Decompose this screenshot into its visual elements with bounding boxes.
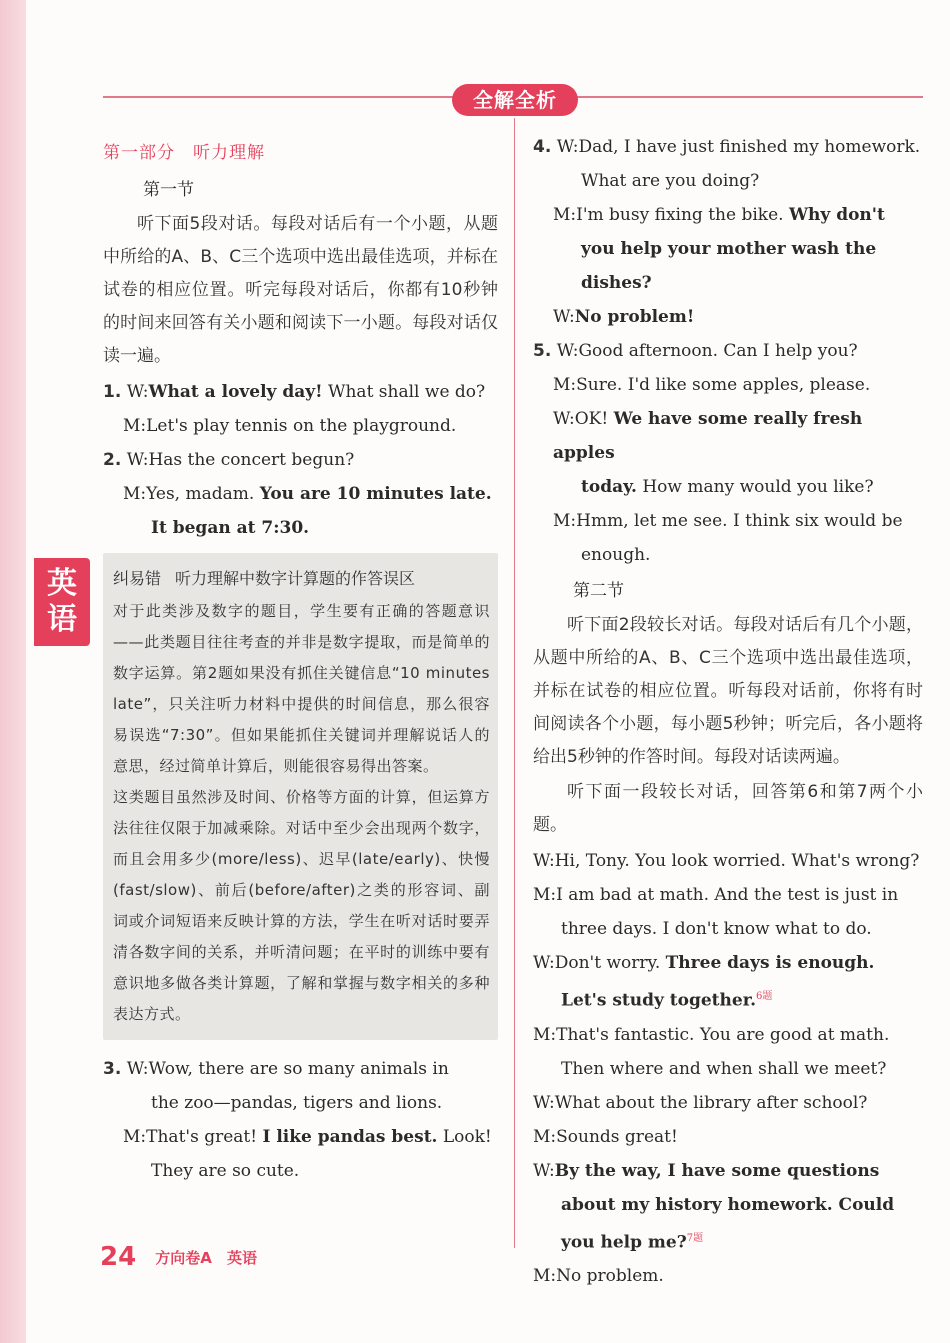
q5-m-text: Sure. I'd like some apples, please.: [576, 375, 871, 395]
q4-m-line: [533, 198, 923, 232]
q5-w2-rest: How many would you like?: [636, 477, 874, 497]
q2-w-line: [103, 443, 498, 477]
q3-w-text2: the zoo—pandas, tigers and lions.: [151, 1093, 443, 1113]
dialog-text: No problem.: [556, 1266, 664, 1287]
q1-m-label: M:: [123, 416, 147, 436]
dialog-speaker: M:: [533, 1266, 557, 1287]
q1-w-rest: What shall we do?: [322, 382, 486, 402]
subject-tab: [34, 558, 90, 646]
q3-m-label: M:: [123, 1127, 147, 1147]
q4-w2-line: [533, 300, 923, 334]
q5-m2-label: M:: [553, 511, 577, 531]
footer-label-2: 英语: [226, 1248, 257, 1267]
q5-w2-text: OK!: [574, 409, 614, 429]
q4-w2-label: W:: [553, 307, 575, 327]
q5-m2-text2: enough.: [581, 545, 651, 565]
dialog-speaker: M:: [533, 1126, 557, 1147]
q2-number: 2.: [103, 450, 122, 470]
q2-m-bold1: You are 10 minutes late.: [259, 484, 492, 504]
dialog-line: [533, 1154, 923, 1260]
q3-m-bold: I like pandas best.: [262, 1127, 438, 1147]
q1-w-bold: What a lovely day!: [148, 382, 323, 402]
q4-m-bold2: you help your mother wash the dishes?: [581, 239, 877, 293]
dialog-line: [533, 1018, 923, 1086]
q4-m-bold1: Why don't: [788, 205, 885, 225]
instructions-3: 听下面一段较长对话，回答第6和第7两个小题。: [533, 782, 923, 835]
dialog-line: [533, 1259, 923, 1293]
error-note-box: [103, 553, 498, 1040]
q2-m-text: Yes, madam.: [146, 484, 260, 504]
note-tag: 纠易错: [113, 569, 162, 588]
q3-m-text: That's great!: [146, 1127, 263, 1147]
q4-w-line2: [533, 164, 923, 198]
subject-tab-line1: 英: [47, 566, 77, 601]
q3-number: 3.: [103, 1059, 122, 1079]
instructions: 听下面5段对话。每段对话后有一个小题，从题中所给的A、B、C三个选项中选出最佳选项，并标在试卷的相应位置。听完每段对话后，你都有10秒钟的时间来回答有关小题和阅读下一小题。每段对话仅读一遍。: [103, 214, 498, 366]
q5-w2-label: W:: [553, 409, 575, 429]
long-dialog: [533, 844, 923, 1293]
q3-m-line: [103, 1120, 498, 1154]
dialog-text: By the way, I have some questions about my history homework. Could you help me?: [554, 1160, 895, 1253]
dialog-text: Hi, Tony. You look worried. What's wrong?: [554, 851, 920, 871]
question-marker: 6题: [756, 991, 773, 1002]
q5-m-label: M:: [553, 375, 577, 395]
q2-w-label: W:: [126, 450, 149, 470]
q5-m-line: [533, 368, 923, 402]
dialog-text: Sounds great!: [556, 1126, 678, 1147]
column-divider: [514, 118, 515, 1248]
q4-number: 4.: [533, 137, 552, 157]
q3-w-text1: Wow, there are so many animals in: [148, 1059, 449, 1079]
part-title-a: 第一部分: [103, 143, 175, 163]
q5-w2-line: [533, 402, 923, 470]
note-title: [113, 563, 490, 594]
q2-m-line2: [103, 511, 498, 545]
footer-label-1: 方向卷A: [155, 1248, 212, 1267]
q5-w2-line2: [533, 470, 923, 504]
dialog-speaker: W:: [533, 1160, 555, 1181]
dialog-text: Three days is enough. Let's study together.: [561, 953, 875, 1011]
q4-w-text2: What are you doing?: [581, 171, 760, 191]
q3-w-line: [103, 1052, 498, 1086]
q3-m-line2: [103, 1154, 498, 1188]
dialog-speaker: M:: [533, 1024, 557, 1045]
q3-m-text2: They are so cute.: [151, 1161, 300, 1181]
page-footer: [100, 1242, 267, 1282]
subject-tab-line2: 语: [47, 602, 77, 637]
q2-m-line: [103, 477, 498, 511]
part-title: [103, 138, 498, 163]
q4-w-line: [533, 130, 923, 164]
q5-w-text: Good afternoon. Can I help you?: [578, 341, 858, 361]
dialog-line: [533, 946, 923, 1018]
page-number: 24: [100, 1242, 137, 1272]
q3-w-line2: [103, 1086, 498, 1120]
dialog-speaker: W:: [533, 953, 555, 973]
instructions-2: 听下面2段较长对话。每段对话后有几个小题，从题中所给的A、B、C三个选项中选出最佳选项，并标在试卷的相应位置。听每段对话前，你将有时间阅读各个小题，每小题5秒钟；听完后，各小题将给出5秒钟的作答时间。每段对话读两遍。: [533, 615, 923, 767]
q2-m-bold2: It began at 7:30.: [151, 518, 310, 538]
q5-number: 5.: [533, 341, 552, 361]
q1-w-line: [103, 375, 498, 409]
q5-w2-bold2: today.: [581, 477, 637, 497]
q1-m-line: [103, 409, 498, 443]
dialog-speaker: W:: [533, 851, 555, 871]
q5-m2-line2: [533, 538, 923, 572]
header-badge: 全解全析: [452, 84, 578, 116]
note-paragraph-1: 对于此类涉及数字的题目，学生要有正确的答题意识——此类题目往往考查的并非是数字提取，而是简单的数字运算。第2题如果没有抓住关键信息“10 minutes late”，只关注听力材料中提供的时间信息，那么很容易误选“7:30”。但如果能抓住关键词并理解说话人的意思，经过简单计算后，则能很容易得出答案。: [113, 602, 490, 775]
q4-w2-bold: No problem!: [574, 307, 695, 327]
question-marker: 7题: [686, 1232, 704, 1244]
dialog-line: [533, 844, 923, 878]
q4-m-text: I'm busy fixing the bike.: [576, 205, 789, 225]
q4-m-label: M:: [553, 205, 577, 225]
dialog-line: [533, 878, 923, 946]
dialog-line: [533, 1086, 923, 1120]
part-title-b: 听力理解: [193, 143, 265, 163]
left-column: [103, 138, 498, 1188]
q3-m-rest: Look!: [437, 1127, 492, 1147]
q2-w-text: Has the concert begun?: [148, 450, 355, 470]
dialog-speaker: M:: [533, 885, 557, 905]
dialog-speaker: W:: [533, 1092, 555, 1113]
q5-w-line: [533, 334, 923, 368]
dialog-text: I am bad at math. And the test is just in three days. I don't know what to do.: [556, 885, 899, 939]
note-paragraph-2: 这类题目虽然涉及时间、价格等方面的计算，但运算方法往往仅限于加减乘除。对话中至少会出现两个数字，而且会用多少(more/less)、迟早(late/early)、快慢(fast/slow)、前后(before/after)之类的形容词、副词或介词短语来反映计算的方法，学生在听对话时要弄清各数字间的关系，并听清问题；在平时的训练中要有意识地多做各类计算题，了解和掌握与数字相关的多种表达方式。: [113, 788, 490, 1023]
q2-m-label: M:: [123, 484, 147, 504]
q4-w-label: W:: [556, 137, 579, 157]
q5-w2-bold1: We have some really fresh apples: [553, 409, 863, 463]
dialog-text: That's fantastic. You are good at math. Then where and when shall we meet?: [556, 1024, 890, 1079]
dialog-text: Don't worry.: [554, 953, 666, 973]
q5-w-label: W:: [556, 341, 579, 361]
section-title-2: 第二节: [573, 581, 624, 601]
q4-w-text1: Dad, I have just finished my homework.: [578, 137, 921, 157]
side-color-strip: [0, 0, 26, 1343]
note-heading: 听力理解中数字计算题的作答误区: [175, 569, 416, 588]
dialog-text: What about the library after school?: [554, 1092, 868, 1113]
q3-w-label: W:: [126, 1059, 149, 1079]
q1-m-text: Let's play tennis on the playground.: [146, 416, 457, 436]
section-title-1: 第一节: [143, 180, 194, 200]
right-column: [533, 130, 923, 1293]
q4-m-line2: [533, 232, 923, 300]
q5-m2-text1: Hmm, let me see. I think six would be: [576, 511, 903, 531]
q5-m2-line: [533, 504, 923, 538]
q1-w-label: W:: [126, 382, 149, 402]
dialog-line: [533, 1120, 923, 1154]
q1-number: 1.: [103, 382, 122, 402]
